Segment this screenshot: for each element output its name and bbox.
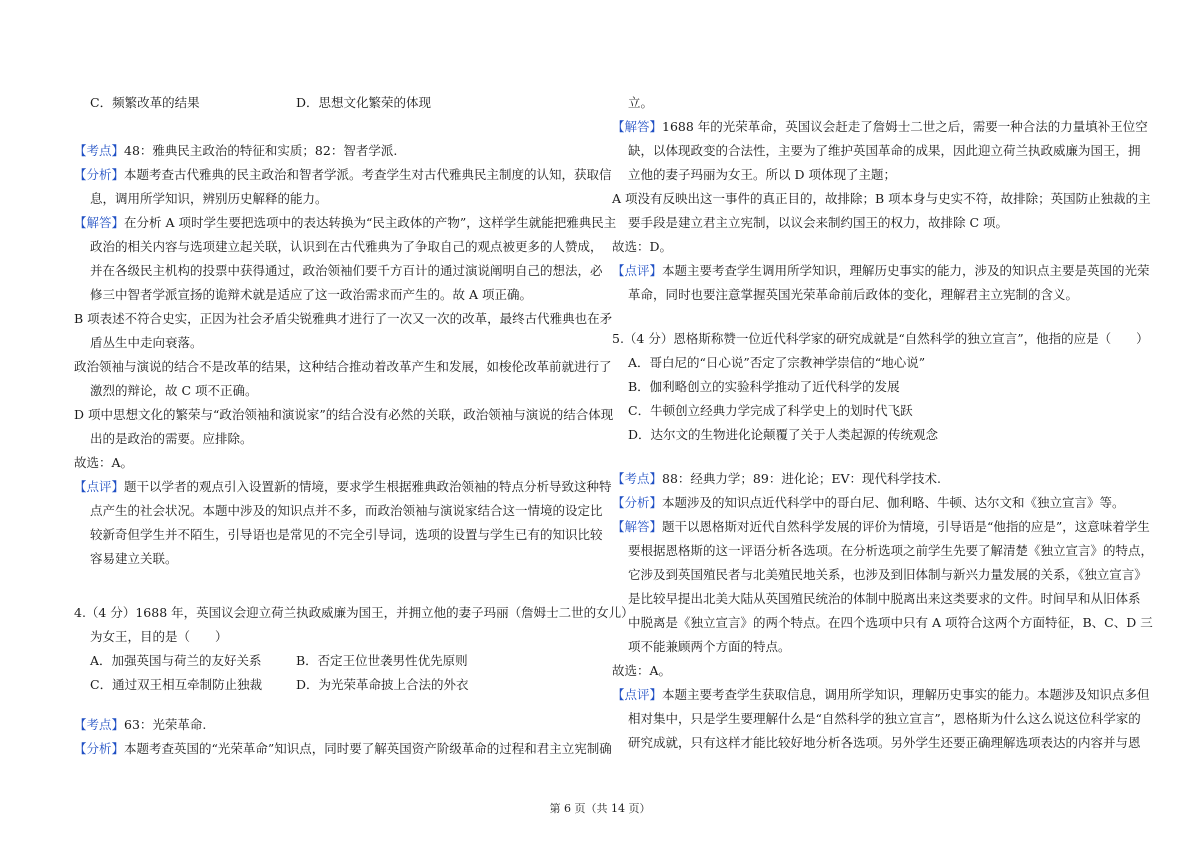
right-text-line	[612, 262, 1150, 280]
line-text: 本题主要考查学生获取信息，调用所学知识，理解历史事实的能力。本题涉及知识点多但	[662, 687, 1150, 702]
left-text-line	[74, 166, 612, 184]
right-text-line	[612, 118, 1148, 136]
line-text: 48：雅典民主政治的特征和实质；82：智者学派.	[124, 143, 398, 158]
right-text-line	[628, 542, 1153, 560]
line-text: 为女王，目的是（ ）	[90, 629, 228, 644]
section-tag: 【点评】	[612, 687, 663, 702]
line-text: 立他的妻子玛丽为女王。所以 D 项体现了主题；	[628, 167, 896, 182]
left-text-line	[74, 406, 613, 424]
left-text-line	[90, 652, 262, 670]
line-text: 息，调用所学知识，辨别历史解释的能力。	[90, 191, 328, 206]
right-text-line	[628, 638, 791, 656]
line-text: C．牛顿创立经典力学完成了科学史上的划时代飞跃	[628, 403, 913, 418]
section-tag: 【考点】	[612, 471, 663, 486]
line-text: 容易建立关联。	[90, 551, 178, 566]
section-tag: 【解答】	[612, 519, 663, 534]
left-text-line	[74, 478, 612, 496]
left-text-line	[90, 382, 258, 400]
right-text-line	[628, 734, 1141, 752]
line-text: A 项没有反映出这一事件的真正目的，故排除；B 项本身与史实不符，故排除；英国防止独裁的主	[612, 191, 1151, 206]
left-text-line	[74, 454, 133, 472]
line-text: 故选：A。	[74, 455, 134, 470]
right-text-line	[612, 470, 941, 488]
line-text: 修三中智者学派宣扬的诡辩术就是适应了这一政治需求而产生的。故 A 项正确。	[90, 287, 532, 302]
line-text: D 项中思想文化的繁荣与“政治领袖和演说家”的结合没有必然的关联，政治领袖与演说的结合体现	[74, 407, 614, 422]
line-text: C．频繁改革的结果	[90, 95, 200, 110]
line-text: 要手段是建立君主立宪制，以议会来制约国王的权力，故排除 C 项。	[628, 215, 1009, 230]
right-text-line	[612, 662, 671, 680]
left-text-line	[90, 238, 603, 256]
right-text-line	[612, 494, 1125, 512]
line-text: 本题涉及的知识点近代科学中的哥白尼、伽利略、牛顿、达尔文和《独立宣言》等。	[662, 495, 1125, 510]
right-text-line	[628, 166, 896, 184]
line-text: 较新奇但学生并不陌生，引导语也是常见的不完全引导词，选项的设置与学生已有的知识比较	[90, 527, 603, 542]
line-text: 本题主要考查学生调用所学知识，理解历史事实的能力，涉及的知识点主要是英国的光荣	[662, 263, 1150, 278]
right-text-line	[612, 238, 672, 256]
left-text-line	[90, 190, 328, 208]
left-text-line	[74, 214, 616, 232]
line-text: 5.（4 分）恩格斯称赞一位近代科学家的研究成就是“自然科学的独立宣言”，他指的应是（ ）	[612, 331, 1149, 346]
line-text: B 项表述不符合史实，正因为社会矛盾尖锐雅典才进行了一次又一次的改革，最终古代雅典也在矛	[74, 311, 613, 326]
section-tag: 【解答】	[612, 119, 663, 134]
line-text: 激烈的辩论，故 C 项不正确。	[90, 383, 258, 398]
left-text-line	[90, 502, 603, 520]
line-text: 研究成就，只有这样才能比较好地分析各选项。另外学生还要正确理解选项表达的内容并与恩	[628, 735, 1141, 750]
line-text: 它涉及到英国殖民者与北美殖民地关系，也涉及到旧体制与新兴力量发展的关系，《独立宣言》	[628, 567, 1147, 582]
right-text-line	[612, 330, 1149, 348]
right-text-line	[628, 710, 1141, 728]
section-tag: 【分析】	[74, 741, 125, 756]
right-text-line	[628, 354, 925, 372]
left-text-line	[296, 676, 469, 694]
line-text: 相对集中，只是学生要理解什么是“自然科学的独立宣言”，恩格斯为什么这么说这位科学家的	[628, 711, 1141, 726]
line-text: 点产生的社会状况。本题中涉及的知识点并不多，而政治领袖与演说家结合这一情境的设定比	[90, 503, 603, 518]
line-text: 4.（4 分）1688 年，英国议会迎立荷兰执政威廉为国王，并拥立他的妻子玛丽（詹姆士二世的女儿）	[74, 605, 634, 620]
right-text-line	[612, 518, 1150, 536]
line-text: 题干以学者的观点引入设置新的情境，要求学生根据雅典政治领袖的特点分析导致这种特	[124, 479, 612, 494]
left-text-line	[90, 526, 603, 544]
section-tag: 【分析】	[612, 495, 663, 510]
right-text-line	[628, 214, 1008, 232]
line-text: B．否定王位世袭男性优先原则	[296, 653, 468, 668]
line-text: 项不能兼顾两个方面的特点。	[628, 639, 791, 654]
line-text: 题干以恩格斯对近代自然科学发展的评价为情境，引导语是“他指的应是”，这意味着学生	[662, 519, 1150, 534]
line-text: B．伽利略创立的实验科学推动了近代科学的发展	[628, 379, 900, 394]
right-text-line	[612, 190, 1151, 208]
line-text: A．加强英国与荷兰的友好关系	[90, 653, 262, 668]
line-text: 革命，同时也要注意掌握英国光荣革命前后政体的变化，理解君主立宪制的含义。	[628, 287, 1079, 302]
section-tag: 【解答】	[74, 215, 125, 230]
line-text: 政治的相关内容与选项建立起关联，认识到在古代雅典为了争取自己的观点被更多的人赞成，	[90, 239, 603, 254]
section-tag: 【点评】	[612, 263, 663, 278]
line-text: 并在各级民主机构的投票中获得通过，政治领袖们要千方百计的通过演说阐明自己的想法，必	[90, 263, 603, 278]
right-text-line	[628, 142, 1141, 160]
line-text: 88：经典力学；89：进化论；EV：现代科学技术.	[662, 471, 941, 486]
right-text-line	[628, 426, 938, 444]
line-text: D．思想文化繁荣的体现	[296, 95, 432, 110]
left-text-line	[90, 676, 262, 694]
line-text: 出的是政治的需要。应排除。	[90, 431, 253, 446]
line-text: 缺，以体现政变的合法性，主要为了维护英国革命的成果，因此迎立荷兰执政威廉为国王，拥	[628, 143, 1141, 158]
left-text-line	[90, 262, 603, 280]
left-text-line	[74, 142, 397, 160]
right-text-line	[628, 286, 1078, 304]
line-text: D．达尔文的生物进化论颠覆了关于人类起源的传统观念	[628, 427, 939, 442]
right-text-line	[612, 686, 1150, 704]
line-text: 中脱离是《独立宣言》的两个特点。在四个选项中只有 A 项符合这两个方面特征，B、C、D 三	[628, 615, 1153, 630]
left-text-line	[296, 94, 431, 112]
page-footer: 第 6 页（共 14 页）	[549, 802, 651, 815]
section-tag: 【考点】	[74, 143, 125, 158]
line-text: 是比较早提出北美大陆从英国殖民统治的体制中脱离出来这类要求的文件。时间早和从旧体系	[628, 591, 1141, 606]
left-text-line	[74, 310, 612, 328]
left-text-line	[90, 550, 178, 568]
left-text-line	[90, 334, 203, 352]
left-text-line	[74, 604, 634, 622]
right-column	[612, 0, 1154, 848]
left-text-line	[90, 94, 200, 112]
right-text-line	[628, 378, 900, 396]
line-text: C．通过双王相互牵制防止独裁	[90, 677, 263, 692]
line-text: 本题考查古代雅典的民主政治和智者学派。考查学生对古代雅典民主制度的认知，获取信	[124, 167, 612, 182]
section-tag: 【分析】	[74, 167, 125, 182]
section-tag: 【考点】	[74, 717, 125, 732]
line-text: 在分析 A 项时学生要把选项中的表达转换为“民主政体的产物”，这样学生就能把雅典民主	[124, 215, 617, 230]
line-text: 要根据恩格斯的这一评语分析各选项。在分析选项之前学生先要了解清楚《独立宣言》的特点，	[628, 543, 1154, 558]
right-text-line	[628, 614, 1153, 632]
line-text: 1688 年的光荣革命，英国议会赶走了詹姆士二世之后，需要一种合法的力量填补王位空	[662, 119, 1148, 134]
line-text: A．哥白尼的“日心说”否定了宗教神学崇信的“地心说”	[628, 355, 926, 370]
line-text: 立。	[628, 95, 654, 110]
left-text-line	[296, 652, 468, 670]
line-text: 政治领袖与演说的结合不是改革的结果，这种结合推动着改革产生和发展，如梭伦改革前就进行了	[74, 359, 612, 374]
line-text: 盾丛生中走向衰落。	[90, 335, 203, 350]
left-text-line	[74, 716, 206, 734]
line-text: 63：光荣革命.	[124, 717, 207, 732]
right-text-line	[628, 402, 913, 420]
left-text-line	[74, 740, 612, 758]
section-tag: 【点评】	[74, 479, 125, 494]
right-text-line	[628, 566, 1147, 584]
right-text-line	[628, 94, 653, 112]
line-text: 故选：D。	[612, 239, 673, 254]
right-text-line	[628, 590, 1141, 608]
line-text: 故选：A。	[612, 663, 672, 678]
left-text-line	[74, 358, 612, 376]
line-text: 本题考查英国的“光荣革命”知识点，同时要了解英国资产阶级革命的过程和君主立宪制确	[124, 741, 612, 756]
line-text: D．为光荣革命披上合法的外衣	[296, 677, 469, 692]
left-text-line	[90, 430, 253, 448]
left-text-line	[90, 628, 228, 646]
left-text-line	[90, 286, 532, 304]
